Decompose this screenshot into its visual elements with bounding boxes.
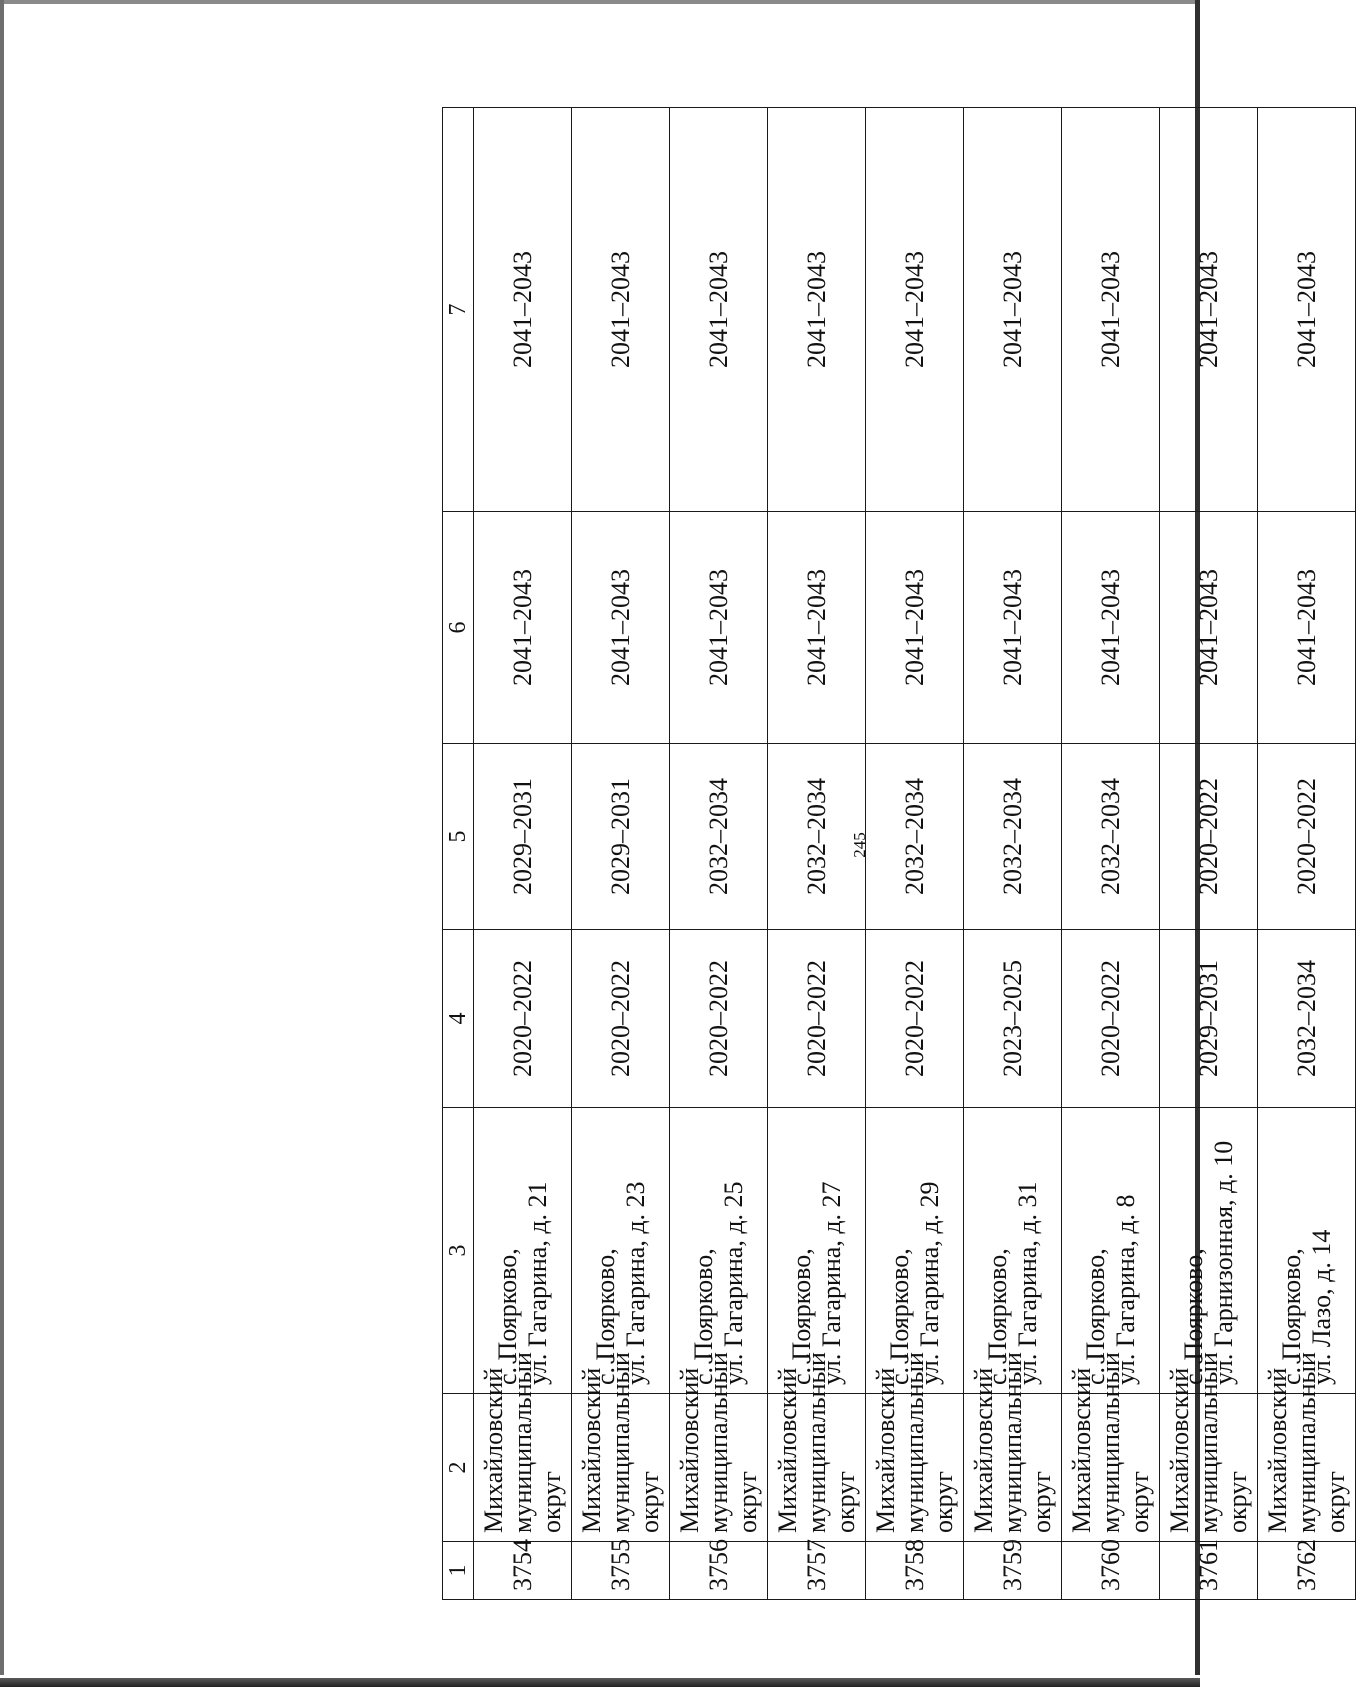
- district-name: Михайловский муниципальный округ: [1262, 1352, 1351, 1533]
- address-settlement: с. Поярково,: [787, 1248, 817, 1385]
- period-col7: 2041–2043: [605, 251, 635, 368]
- period-col6-cell: [1160, 512, 1258, 744]
- record-number-cell: [1258, 1539, 1356, 1600]
- period-col7: 2041–2043: [1095, 251, 1125, 368]
- period-col4-cell: [964, 930, 1062, 1108]
- address-street: ул. Гагарина, д. 27: [816, 1181, 846, 1385]
- period-col4: 2020–2022: [1095, 960, 1125, 1077]
- period-col5-cell: [1062, 744, 1160, 930]
- period-col7-cell: [670, 108, 768, 512]
- period-col5: 2020–2022: [1291, 778, 1321, 895]
- period-col4: 2020–2022: [507, 960, 537, 1077]
- table-row: [768, 108, 866, 1600]
- period-col5: 2020–2022: [1193, 778, 1223, 895]
- period-col4: 2020–2022: [899, 960, 929, 1077]
- record-number-cell: [964, 1539, 1062, 1600]
- address-settlement: с. Поярково,: [689, 1248, 719, 1385]
- address-settlement: с. Поярково,: [1277, 1248, 1307, 1385]
- address-street: ул. Гагарина, д. 23: [620, 1181, 650, 1385]
- address-street: ул. Гагарина, д. 29: [914, 1181, 944, 1385]
- table-row: [572, 108, 670, 1600]
- district-name: Михайловский муниципальный округ: [478, 1352, 567, 1533]
- address-cell: [964, 1108, 1062, 1394]
- period-col5: 2032–2034: [899, 778, 929, 895]
- period-col6: 2041–2043: [703, 569, 733, 686]
- period-col6: 2041–2043: [1193, 569, 1223, 686]
- address-street: ул. Гагарина, д. 8: [1110, 1194, 1140, 1385]
- table-row: [670, 108, 768, 1600]
- period-col7: 2041–2043: [801, 251, 831, 368]
- period-col4: 2020–2022: [703, 960, 733, 1077]
- district-name: Михайловский муниципальный округ: [674, 1352, 763, 1533]
- district-cell: [866, 1352, 964, 1542]
- table-row: [1160, 108, 1258, 1600]
- period-col4-cell: [1062, 930, 1160, 1108]
- period-col4: 2020–2022: [605, 960, 635, 1077]
- record-number-cell: [768, 1539, 866, 1600]
- period-col5: 2032–2034: [1095, 778, 1125, 895]
- period-col5-cell: [964, 744, 1062, 930]
- period-col4-cell: [768, 930, 866, 1108]
- address-street: ул. Гагарина, д. 25: [718, 1181, 748, 1385]
- district-cell: [1062, 1352, 1160, 1542]
- period-col4-cell: [572, 930, 670, 1108]
- scan-edge-bottom: [0, 1675, 1200, 1687]
- district-name: Михайловский муниципальный округ: [772, 1352, 861, 1533]
- scan-edge-left: [0, 0, 4, 1687]
- address-cell: [1258, 1108, 1356, 1394]
- address-cell: [1062, 1108, 1160, 1394]
- page-number: 245: [850, 832, 869, 858]
- period-col6: 2041–2043: [507, 569, 537, 686]
- address-cell: [670, 1108, 768, 1394]
- period-col6-cell: [670, 512, 768, 744]
- period-col5-cell: [474, 744, 572, 930]
- period-col6-cell: [866, 512, 964, 744]
- record-number: 3761: [1193, 1539, 1223, 1591]
- period-col7-cell: [572, 108, 670, 512]
- period-col7: 2041–2043: [1193, 251, 1223, 368]
- address-street: ул. Гарнизонная, д. 10: [1208, 1140, 1238, 1385]
- period-col7-cell: [1062, 108, 1160, 512]
- record-number: 3758: [899, 1539, 929, 1591]
- address-settlement: с. Поярково,: [493, 1248, 523, 1385]
- period-col5-cell: [866, 744, 964, 930]
- record-number-cell: [866, 1539, 964, 1600]
- period-col6-cell: [572, 512, 670, 744]
- address-settlement: с. Поярково,: [983, 1248, 1013, 1385]
- housing-schedule-table: [442, 107, 1356, 1600]
- district-cell: [964, 1352, 1062, 1542]
- period-col5: 2032–2034: [703, 778, 733, 895]
- address-cell: [474, 1108, 572, 1394]
- address-street: ул. Лазо, д. 14: [1306, 1229, 1336, 1385]
- district-name: Михайловский муниципальный округ: [870, 1352, 959, 1533]
- district-name: Михайловский муниципальный округ: [576, 1352, 665, 1533]
- table-row: [866, 108, 964, 1600]
- record-number: 3762: [1291, 1539, 1321, 1591]
- period-col7: 2041–2043: [1291, 251, 1321, 368]
- address-cell: [866, 1108, 964, 1394]
- period-col5-cell: [1258, 744, 1356, 930]
- period-col5-cell: [670, 744, 768, 930]
- record-number-cell: [1160, 1539, 1258, 1600]
- column-number: 3: [443, 1108, 474, 1394]
- table-body: [443, 108, 1356, 1600]
- period-col7-cell: [1258, 108, 1356, 512]
- table-row: [964, 108, 1062, 1600]
- period-col7-cell: [1160, 108, 1258, 512]
- address-street: ул. Гагарина, д. 21: [522, 1181, 552, 1385]
- period-col5-cell: [768, 744, 866, 930]
- period-col5-cell: [1160, 744, 1258, 930]
- period-col6-cell: [1258, 512, 1356, 744]
- period-col6-cell: [1062, 512, 1160, 744]
- period-col7-cell: [866, 108, 964, 512]
- period-col4: 2020–2022: [801, 960, 831, 1077]
- district-cell: [1258, 1352, 1356, 1542]
- district-name: Михайловский муниципальный округ: [968, 1352, 1057, 1533]
- district-name: Михайловский муниципальный округ: [1164, 1352, 1253, 1533]
- period-col4-cell: [866, 930, 964, 1108]
- district-cell: [670, 1352, 768, 1542]
- table-row: [1062, 108, 1160, 1600]
- period-col7-cell: [474, 108, 572, 512]
- period-col4-cell: [474, 930, 572, 1108]
- period-col5: 2032–2034: [997, 778, 1027, 895]
- address-settlement: с. Поярково,: [885, 1248, 915, 1385]
- record-number-cell: [572, 1539, 670, 1600]
- period-col4-cell: [1258, 930, 1356, 1108]
- address-settlement: с. Поярково,: [591, 1248, 621, 1385]
- period-col6: 2041–2043: [899, 569, 929, 686]
- period-col5: 2032–2034: [801, 778, 831, 895]
- address-cell: [768, 1108, 866, 1394]
- address-cell: [1160, 1108, 1258, 1394]
- district-cell: [768, 1352, 866, 1542]
- record-number-cell: [1062, 1539, 1160, 1600]
- district-cell: [1160, 1352, 1258, 1542]
- period-col7: 2041–2043: [997, 251, 1027, 368]
- district-name: Михайловский муниципальный округ: [1066, 1352, 1155, 1533]
- record-number: 3760: [1095, 1539, 1125, 1591]
- district-cell: [572, 1352, 670, 1542]
- period-col5-cell: [572, 744, 670, 930]
- column-number: 2: [443, 1394, 474, 1542]
- table-row: [474, 108, 572, 1600]
- record-number: 3759: [997, 1539, 1027, 1591]
- column-number-row: [443, 108, 474, 1600]
- column-number: 1: [443, 1542, 474, 1600]
- address-settlement: с. Поярково,: [1081, 1248, 1111, 1385]
- column-number: 4: [443, 930, 474, 1108]
- record-number: 3754: [507, 1539, 537, 1591]
- record-number-cell: [474, 1539, 572, 1600]
- period-col4-cell: [1160, 930, 1258, 1108]
- table-row: [1258, 108, 1356, 1600]
- district-cell: [474, 1352, 572, 1542]
- period-col6: 2041–2043: [1095, 569, 1125, 686]
- column-number: 7: [443, 108, 474, 512]
- period-col6: 2041–2043: [605, 569, 635, 686]
- column-number: 5: [443, 744, 474, 930]
- period-col7: 2041–2043: [703, 251, 733, 368]
- address-settlement: с. Поярково,: [1179, 1248, 1209, 1385]
- record-number: 3756: [703, 1539, 733, 1591]
- record-number-cell: [670, 1539, 768, 1600]
- period-col7-cell: [768, 108, 866, 512]
- period-col7-cell: [964, 108, 1062, 512]
- period-col4-cell: [670, 930, 768, 1108]
- record-number: 3755: [605, 1539, 635, 1591]
- period-col5: 2029–2031: [605, 778, 635, 895]
- address-street: ул. Гагарина, д. 31: [1012, 1181, 1042, 1385]
- period-col4: 2023–2025: [997, 960, 1027, 1077]
- period-col7: 2041–2043: [899, 251, 929, 368]
- period-col4: 2032–2034: [1291, 960, 1321, 1077]
- period-col6-cell: [768, 512, 866, 744]
- scan-edge-top: [0, 0, 1200, 4]
- period-col6: 2041–2043: [997, 569, 1027, 686]
- rotated-table-container: [442, 108, 1354, 1600]
- period-col6-cell: [964, 512, 1062, 744]
- period-col6: 2041–2043: [801, 569, 831, 686]
- period-col7: 2041–2043: [507, 251, 537, 368]
- period-col4: 2029–2031: [1193, 960, 1223, 1077]
- period-col6: 2041–2043: [1291, 569, 1321, 686]
- period-col5: 2029–2031: [507, 778, 537, 895]
- record-number: 3757: [801, 1539, 831, 1591]
- period-col6-cell: [474, 512, 572, 744]
- column-number: 6: [443, 512, 474, 744]
- address-cell: [572, 1108, 670, 1394]
